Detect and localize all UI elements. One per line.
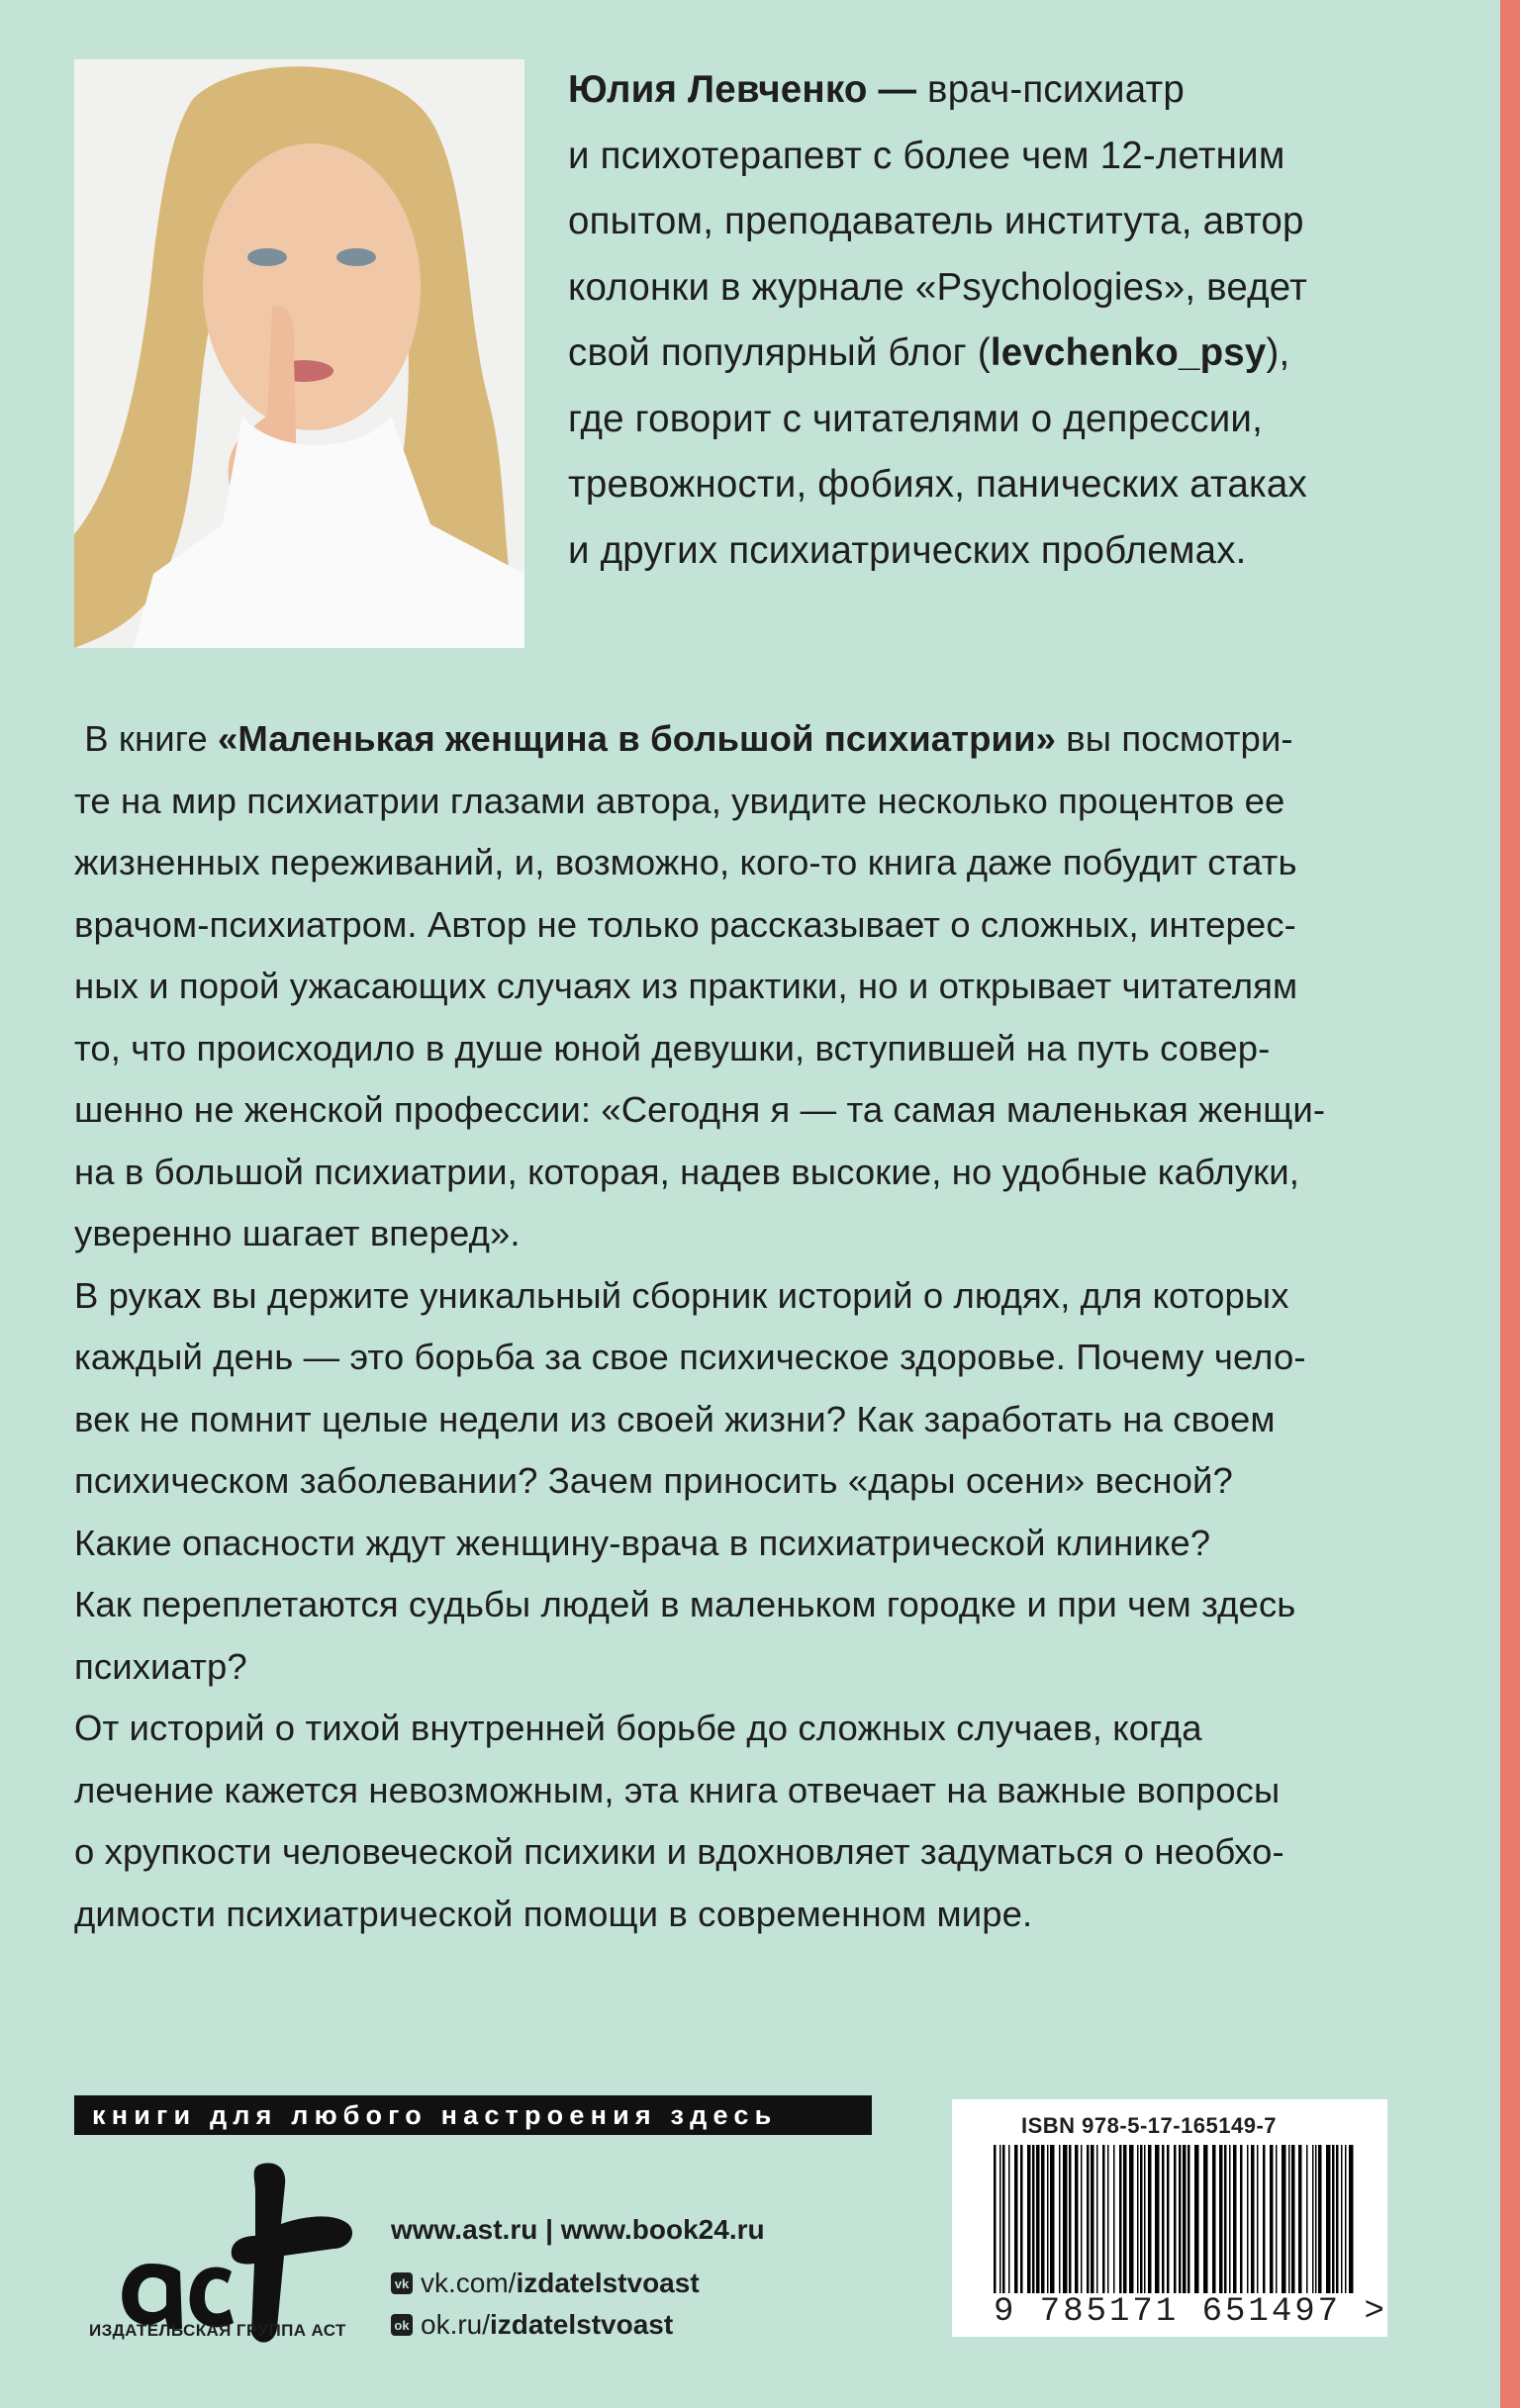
bio-line — [568, 321, 1478, 387]
barcode-bar — [1345, 2145, 1347, 2293]
description-line: шенно не женской профессии: «Сегодня я — та самая маленькая женщи- — [74, 1089, 1326, 1130]
barcode-bar — [1096, 2145, 1098, 2293]
barcode-bar — [1203, 2145, 1208, 2293]
author-name: Юлия Левченко — — [568, 68, 917, 111]
barcode-bar — [1081, 2145, 1083, 2293]
bio-line — [568, 57, 1478, 124]
barcode-bar — [999, 2145, 1001, 2293]
ok-icon: ok — [391, 2314, 413, 2336]
barcode-bar — [1102, 2145, 1105, 2293]
barcode-bar — [1291, 2145, 1295, 2293]
barcode-bar — [1336, 2145, 1339, 2293]
barcode-bar — [1155, 2145, 1160, 2293]
description-line: Какие опасности ждут женщину-врача в психиатрической клинике? — [74, 1522, 1211, 1563]
description-line: на в большой психиатрии, которая, надев высокие, но удобные каблуки, — [74, 1151, 1299, 1192]
description-line — [74, 708, 1460, 771]
bio-text: свой популярный блог ( — [568, 331, 991, 374]
bio-line: колонки в журнале «Psychologies», ведет — [568, 265, 1307, 309]
barcode-bar — [1312, 2145, 1314, 2293]
barcode-bar — [1270, 2145, 1274, 2293]
description-line: о хрупкости человеческой психики и вдохновляет задуматься о необхо- — [74, 1831, 1284, 1872]
website-links[interactable]: www.ast.ru | www.book24.ru — [391, 2214, 765, 2245]
barcode-bar — [1219, 2145, 1223, 2293]
barcode-bar — [1050, 2145, 1055, 2293]
barcode-bar — [1282, 2145, 1286, 2293]
bio-line: и психотерапевт с более чем 12-летним — [568, 134, 1285, 177]
vk-icon: vk — [391, 2272, 413, 2294]
barcode-bar — [1240, 2145, 1243, 2293]
barcode-bar — [1014, 2145, 1018, 2293]
barcode-bar — [1298, 2145, 1302, 2293]
description-line: психическом заболевании? Зачем приносить «дары осени» весной? — [74, 1460, 1233, 1501]
barcode-bar — [1059, 2145, 1061, 2293]
description-line: каждый день — это борьба за свое психическое здоровье. Почему чело- — [74, 1337, 1306, 1377]
barcode-bar — [994, 2145, 997, 2293]
barcode-bar — [1032, 2145, 1035, 2293]
barcode-bar — [1107, 2145, 1109, 2293]
barcode-bar — [1229, 2145, 1231, 2293]
description-line: те на мир психиатрии глазами автора, увидите несколько процентов ее — [74, 780, 1285, 821]
description-text: вы посмотри- — [1056, 718, 1293, 759]
description-text: В книге — [74, 718, 218, 759]
barcode-bar — [1041, 2145, 1045, 2293]
barcode-bar — [1288, 2145, 1290, 2293]
barcode-bar — [1212, 2145, 1216, 2293]
book-title: «Маленькая женщина в большой психиатрии» — [218, 718, 1057, 759]
side-stripe — [1500, 0, 1520, 2408]
publisher-name: ИЗДАТЕЛЬСКАЯ ГРУППА АСТ — [89, 2321, 346, 2340]
barcode-bar — [1162, 2145, 1165, 2293]
barcode-bar — [1341, 2145, 1343, 2293]
barcode-bar — [1332, 2145, 1335, 2293]
barcode-bar — [1179, 2145, 1182, 2293]
ok-link[interactable] — [391, 2309, 765, 2341]
barcode-bar — [1113, 2145, 1115, 2293]
barcode-bar — [1002, 2145, 1005, 2293]
isbn-label: ISBN 978-5-17-165149-7 — [1021, 2113, 1278, 2138]
barcode-bar — [1020, 2145, 1023, 2293]
barcode-bar — [1047, 2145, 1049, 2293]
barcode-bar — [1091, 2145, 1094, 2293]
author-bio — [568, 57, 1478, 584]
description-line: Как переплетаются судьбы людей в маленьком городке и при чем здесь — [74, 1584, 1296, 1624]
barcode-bar — [1167, 2145, 1170, 2293]
bio-text: врач-психиатр — [916, 68, 1185, 111]
barcode-bar — [1224, 2145, 1227, 2293]
barcode-digits: 9 785171 651497 > — [994, 2293, 1387, 2331]
description-line: уверенно шагает вперед». — [74, 1213, 521, 1253]
bio-text: ), — [1266, 331, 1290, 374]
barcode-bar — [1318, 2145, 1322, 2293]
barcode-bar — [1063, 2145, 1068, 2293]
barcode-bar — [1251, 2145, 1255, 2293]
barcode-bar — [1137, 2145, 1139, 2293]
barcode-bar — [1075, 2145, 1079, 2293]
description-line: то, что происходило в душе юной девушки, вступившей на путь совер- — [74, 1027, 1271, 1068]
barcode-bar — [1144, 2145, 1146, 2293]
vk-link[interactable] — [391, 2268, 765, 2299]
description-line: век не помнит целые недели из своей жизни? Как заработать на своем — [74, 1398, 1276, 1439]
barcode-bar — [1140, 2145, 1143, 2293]
author-photo — [74, 59, 524, 648]
publisher-links — [391, 2214, 765, 2341]
description-line: димости психиатрической помощи в современном мире. — [74, 1893, 1033, 1934]
barcode-bar — [1119, 2145, 1122, 2293]
barcode-bar — [1174, 2145, 1177, 2293]
description-line: врачом-психиатром. Автор не только рассказывает о сложных, интерес- — [74, 903, 1296, 945]
author-portrait-illustration — [74, 59, 524, 648]
barcode — [990, 2145, 1358, 2293]
vk-handle: izdatelstvoast — [516, 2268, 700, 2298]
barcode-bar — [1087, 2145, 1090, 2293]
blog-handle: levchenko_psy — [990, 331, 1267, 374]
bio-line: тревожности, фобиях, панических атаках — [568, 463, 1307, 506]
barcode-bar — [1233, 2145, 1237, 2293]
vk-prefix: vk.com/ — [421, 2268, 517, 2298]
description-line: От историй о тихой внутренней борьбе до сложных случаев, когда — [74, 1708, 1202, 1748]
ok-prefix: ok.ru/ — [421, 2309, 491, 2340]
barcode-bar — [1257, 2145, 1259, 2293]
barcode-bar — [1008, 2145, 1010, 2293]
barcode-bar — [1315, 2145, 1317, 2293]
barcode-bar — [1276, 2145, 1278, 2293]
book-description — [74, 708, 1460, 1945]
description-line: В руках вы держите уникальный сборник историй о людях, для которых — [74, 1274, 1289, 1316]
barcode-bar — [1263, 2145, 1266, 2293]
barcode-bar — [1194, 2145, 1199, 2293]
barcode-bar — [1027, 2145, 1031, 2293]
tagline-banner: книги для любого настроения здесь — [74, 2095, 872, 2135]
description-line: психиатр? — [74, 1645, 247, 1687]
barcode-bar — [1188, 2145, 1190, 2293]
bio-line: и других психиатрических проблемах. — [568, 528, 1247, 572]
barcode-bar — [1148, 2145, 1152, 2293]
description-line: лечение кажется невозможным, эта книга отвечает на важные вопросы — [74, 1769, 1281, 1810]
bio-line: где говорит с читателями о депрессии, — [568, 397, 1264, 440]
isbn-barcode-box — [952, 2099, 1387, 2337]
bio-line: опытом, преподаватель института, автор — [568, 200, 1304, 242]
barcode-bar — [1349, 2145, 1354, 2293]
barcode-bar — [1129, 2145, 1134, 2293]
description-line: жизненных переживаний, и, возможно, кого-то книга даже побудит стать — [74, 842, 1297, 882]
barcode-bar — [1326, 2145, 1331, 2293]
barcode-bar — [1247, 2145, 1249, 2293]
barcode-bar — [1123, 2145, 1127, 2293]
ok-handle: izdatelstvoast — [490, 2309, 674, 2340]
barcode-bar — [1306, 2145, 1308, 2293]
barcode-bar — [1069, 2145, 1072, 2293]
barcode-bar — [1183, 2145, 1187, 2293]
description-line: ных и порой ужасающих случаях из практики, но и открывает читателям — [74, 966, 1298, 1006]
barcode-bar — [1036, 2145, 1040, 2293]
